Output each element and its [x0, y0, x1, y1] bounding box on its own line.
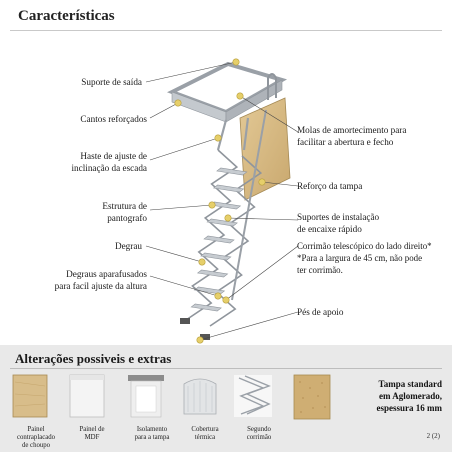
extra-item-plywood[interactable]	[10, 374, 62, 450]
callout-line: Cantos reforçados	[80, 114, 147, 124]
second-handrail-icon	[233, 374, 273, 418]
callout-damping-springs	[297, 124, 447, 148]
extra-caption: Isolamento para a tampa	[134, 426, 170, 441]
plywood-panel-icon	[10, 374, 50, 418]
callout-marker-dot	[199, 259, 205, 265]
callout-support-feet	[297, 306, 447, 318]
page-title: Características	[18, 8, 115, 24]
lid-insulation-icon	[126, 374, 166, 418]
chipboard-sample-icon	[292, 374, 332, 420]
foot-left	[180, 318, 190, 324]
callout-marker-dot	[209, 202, 215, 208]
extra-caption: Cobertura térmica	[191, 426, 219, 441]
stair-step	[217, 168, 247, 175]
callout-line: Degraus aparafusados	[66, 269, 147, 279]
callout-line: Corrimão telescópico do lado direito*	[297, 241, 432, 251]
callout-marker-dot	[223, 297, 229, 303]
callout-marker-dot	[259, 179, 265, 185]
callout-line: Molas de amortecimento para	[297, 125, 407, 135]
callout-line: Suporte de saída	[81, 77, 142, 87]
extras-divider	[10, 368, 442, 369]
callout-telescopic-handrail	[297, 240, 449, 276]
callout-bolted-steps	[10, 268, 147, 292]
extra-caption: Painel contraplacado de choupo	[16, 426, 56, 449]
callout-line: ter corrimão.	[297, 265, 343, 275]
extra-caption: Painel de MDF	[79, 426, 105, 441]
mdf-panel-icon	[67, 374, 107, 418]
callout-pantograph	[30, 200, 147, 224]
callout-install-brackets	[297, 211, 447, 235]
callout-reinforced-corners	[40, 113, 147, 125]
stair-step	[204, 236, 234, 243]
callout-line: Estrutura de	[102, 201, 147, 211]
callout-marker-dot	[197, 337, 203, 343]
extra-caption: Segundo corrimão	[246, 426, 272, 441]
callout-marker-dot	[233, 59, 239, 65]
callout-step	[40, 240, 142, 252]
stair-step	[198, 270, 228, 277]
thermal-cover-icon	[180, 374, 220, 418]
callout-line: Reforço da tampa	[297, 181, 363, 191]
page-number: 2 (2)	[426, 432, 440, 440]
callout-line: pantografo	[107, 213, 147, 223]
callout-lid-reinforcement	[297, 180, 447, 192]
callout-exit-support	[40, 76, 142, 88]
callout-tilt-rod	[30, 150, 147, 174]
callout-marker-dot	[237, 93, 243, 99]
callout-line: facilitar a abertura e fecho	[297, 137, 394, 147]
callout-line: Pés de apoio	[297, 307, 344, 317]
pantograph-arm-left	[186, 150, 237, 320]
callout-line: inclinação da escada	[71, 163, 147, 173]
callout-marker-dot	[215, 293, 221, 299]
callout-line: Degrau	[114, 241, 142, 251]
callout-line: *Para a largura de 45 cm, não pode	[297, 253, 423, 263]
extras-title: Alterações possiveis e extras	[15, 351, 172, 366]
extra-item-insulation[interactable]	[126, 374, 178, 442]
stair-step	[191, 304, 221, 311]
callout-line: Suportes de instalação	[297, 212, 380, 222]
extra-item-second-handrail[interactable]	[233, 374, 285, 442]
callout-marker-dot	[215, 135, 221, 141]
extra-item-mdf[interactable]	[67, 374, 117, 442]
extra-item-thermal-cover[interactable]	[180, 374, 230, 442]
standard-lid-description: Tampa standard em Aglomerado, espessura 16 mm	[376, 379, 442, 413]
callout-marker-dot	[225, 215, 231, 221]
callout-line: de encaixe rápido	[297, 224, 362, 234]
callout-marker-dot	[175, 100, 181, 106]
callout-line: Haste de ajuste de	[80, 151, 147, 161]
callout-line: para facil ajuste da altura	[54, 281, 147, 291]
